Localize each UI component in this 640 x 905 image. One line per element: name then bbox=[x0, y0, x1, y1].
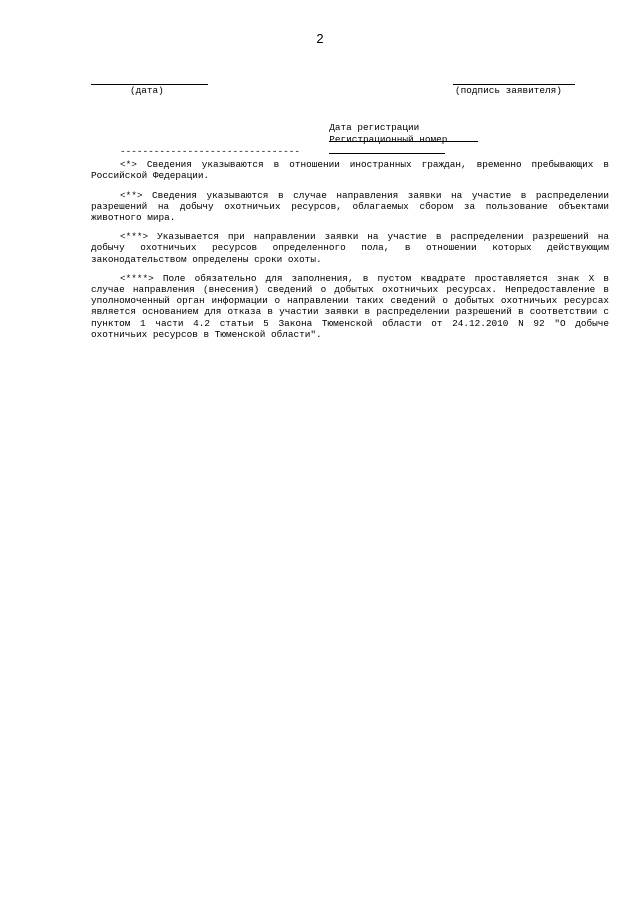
registration-date-label: Дата регистрации bbox=[329, 122, 420, 133]
footnote-1: <*> Сведения указываются в отношении иностранных граждан, временно пребывающих в Российской Федерации. bbox=[91, 159, 609, 182]
footnote-3: <***> Указывается при направлении заявки на участие в распределении разрешений на добычу охотничьих ресурсов определенного пола, в отношении которых действующим законодательством определены сроки охоты. bbox=[91, 231, 609, 265]
date-label: (дата) bbox=[130, 85, 164, 96]
applicant-signature-label: (подпись заявителя) bbox=[455, 85, 562, 96]
footnote-2: <**> Сведения указываются в случае направления заявки на участие в распределении разрешений на добычу охотничьих ресурсов, облагаемых сбором за пользование объектами животного мира. bbox=[91, 189, 609, 224]
page-number: 2 bbox=[316, 31, 324, 46]
registration-number-label: Регистрационный номер bbox=[329, 134, 448, 145]
footnote-4: <****> Поле обязательно для заполнения, в пустом квадрате проставляется знак X в случае направления (внесения) сведений о добытых охотничьих ресурсах. Непредоставление в уполномоченный орган информации о направлении таких сведений о добытых охотничьих ресурсах является основанием для отказа в участии заявки в распределении разрешений в соответствии с пунктом 1 части 4.2 статьи 5 Закона Тюменской области от 24.12.2010 N 92 "О добыче охотничьих ресурсов в Тюменской области". bbox=[91, 272, 609, 340]
footnotes-section bbox=[91, 146, 609, 348]
footnote-separator: -------------------------------- bbox=[120, 146, 301, 157]
